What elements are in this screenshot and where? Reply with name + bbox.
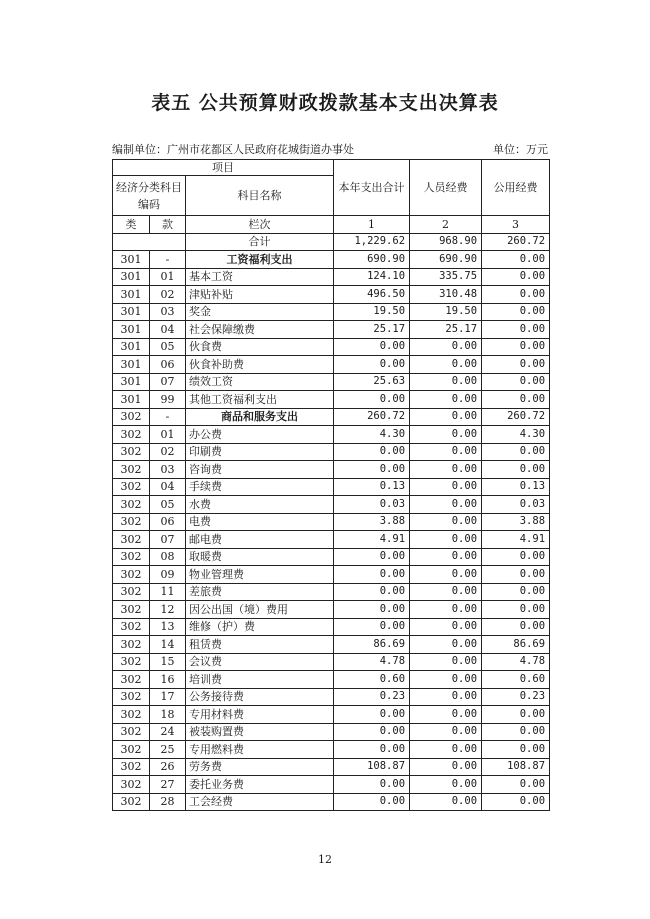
- lei-cell: 302: [113, 793, 150, 811]
- personnel-cell: 335.75: [410, 268, 482, 286]
- public-cell: 3.88: [482, 513, 550, 531]
- total-cell: 0.00: [334, 461, 410, 479]
- subject-name-cell: 差旅费: [186, 583, 334, 601]
- public-cell: 0.00: [482, 723, 550, 741]
- subject-name-cell: 基本工资: [186, 268, 334, 286]
- personnel-cell: 0.00: [410, 566, 482, 584]
- table-row: [113, 671, 550, 689]
- personnel-cell: 0.00: [410, 793, 482, 811]
- total-cell: 0.00: [334, 618, 410, 636]
- total-cell: 0.00: [334, 741, 410, 759]
- subject-name-cell: 印刷费: [186, 443, 334, 461]
- lei-cell: 301: [113, 391, 150, 409]
- table-row: [113, 776, 550, 794]
- subject-name-cell: 会议费: [186, 653, 334, 671]
- public-cell: 0.00: [482, 776, 550, 794]
- public-cell: 0.00: [482, 391, 550, 409]
- total-cell: 0.00: [334, 601, 410, 619]
- total-label: 合计: [186, 233, 334, 251]
- blank-cell: [113, 233, 186, 251]
- lei-cell: 302: [113, 408, 150, 426]
- public-cell: 0.00: [482, 251, 550, 269]
- personnel-cell: 0.00: [410, 741, 482, 759]
- lei-cell: 302: [113, 636, 150, 654]
- total-cell: 0.00: [334, 583, 410, 601]
- project-header: 项目: [113, 160, 334, 176]
- total-cell: 3.88: [334, 513, 410, 531]
- kuan-cell: 06: [150, 356, 186, 374]
- public-column-header: 公用经费: [482, 160, 550, 216]
- col-number: 2: [410, 216, 482, 234]
- table-row: [113, 286, 550, 304]
- total-cell: 124.10: [334, 268, 410, 286]
- lei-cell: 301: [113, 303, 150, 321]
- lei-cell: 302: [113, 531, 150, 549]
- personnel-column-header: 人员经费: [410, 160, 482, 216]
- total-cell: 0.60: [334, 671, 410, 689]
- personnel-cell: 19.50: [410, 303, 482, 321]
- lei-cell: 302: [113, 513, 150, 531]
- header-row: [113, 160, 550, 176]
- table-row: [113, 618, 550, 636]
- personnel-cell: 0.00: [410, 461, 482, 479]
- kuan-cell: 02: [150, 286, 186, 304]
- subject-name-cell: 劳务费: [186, 758, 334, 776]
- public-cell: 86.69: [482, 636, 550, 654]
- lanci-label: 栏次: [186, 216, 334, 234]
- table-row: [113, 443, 550, 461]
- total-cell: 108.87: [334, 758, 410, 776]
- kuan-cell: 05: [150, 338, 186, 356]
- public-cell: 0.03: [482, 496, 550, 514]
- document-title: 表五 公共预算财政拨款基本支出决算表: [151, 92, 499, 114]
- public-cell: 260.72: [482, 408, 550, 426]
- currency-unit: 单位：万元: [493, 143, 548, 156]
- total-cell: 0.00: [334, 793, 410, 811]
- lei-cell: 302: [113, 461, 150, 479]
- total-personnel: 968.90: [410, 233, 482, 251]
- kuan-cell: 04: [150, 478, 186, 496]
- lei-cell: 302: [113, 618, 150, 636]
- kuan-cell: 11: [150, 583, 186, 601]
- total-amount: 1,229.62: [334, 233, 410, 251]
- public-cell: 0.23: [482, 688, 550, 706]
- lei-cell: 301: [113, 251, 150, 269]
- lei-cell: 302: [113, 548, 150, 566]
- total-cell: 0.00: [334, 706, 410, 724]
- kuan-cell: 15: [150, 653, 186, 671]
- public-cell: 0.00: [482, 321, 550, 339]
- kuan-cell: 17: [150, 688, 186, 706]
- public-cell: 0.13: [482, 478, 550, 496]
- personnel-cell: 0.00: [410, 478, 482, 496]
- table-row: [113, 741, 550, 759]
- kuan-cell: 14: [150, 636, 186, 654]
- table-row: [113, 706, 550, 724]
- public-cell: 0.00: [482, 706, 550, 724]
- table-row: [113, 688, 550, 706]
- public-cell: 0.00: [482, 548, 550, 566]
- table-row: [113, 373, 550, 391]
- personnel-cell: 0.00: [410, 688, 482, 706]
- table-row: [113, 758, 550, 776]
- total-cell: 0.00: [334, 338, 410, 356]
- kuan-cell: 26: [150, 758, 186, 776]
- total-cell: 0.03: [334, 496, 410, 514]
- personnel-cell: 690.90: [410, 251, 482, 269]
- kuan-cell: 16: [150, 671, 186, 689]
- kuan-cell: 08: [150, 548, 186, 566]
- personnel-cell: 0.00: [410, 338, 482, 356]
- table-row: [113, 548, 550, 566]
- subject-name-cell: 取暖费: [186, 548, 334, 566]
- table-row: [113, 723, 550, 741]
- lei-cell: 301: [113, 321, 150, 339]
- table-row: [113, 653, 550, 671]
- personnel-cell: 0.00: [410, 706, 482, 724]
- table-row: [113, 338, 550, 356]
- subject-name-header: 科目名称: [186, 176, 334, 216]
- lei-cell: 302: [113, 723, 150, 741]
- subject-name-cell: 社会保障缴费: [186, 321, 334, 339]
- personnel-cell: 0.00: [410, 653, 482, 671]
- lei-cell: 301: [113, 268, 150, 286]
- public-cell: 0.00: [482, 601, 550, 619]
- table-row: [113, 496, 550, 514]
- total-cell: 4.30: [334, 426, 410, 444]
- personnel-cell: 0.00: [410, 408, 482, 426]
- public-cell: 0.00: [482, 618, 550, 636]
- table-row: [113, 478, 550, 496]
- personnel-cell: 0.00: [410, 548, 482, 566]
- kuan-cell: 01: [150, 426, 186, 444]
- total-cell: 0.13: [334, 478, 410, 496]
- personnel-cell: 25.17: [410, 321, 482, 339]
- total-cell: 496.50: [334, 286, 410, 304]
- kuan-cell: 06: [150, 513, 186, 531]
- kuan-cell: 09: [150, 566, 186, 584]
- expenditure-table: [112, 159, 550, 811]
- subject-name-cell: 物业管理费: [186, 566, 334, 584]
- subject-name-cell: 维修（护）费: [186, 618, 334, 636]
- personnel-cell: 0.00: [410, 723, 482, 741]
- kuan-cell: 01: [150, 268, 186, 286]
- kuan-cell: 02: [150, 443, 186, 461]
- personnel-cell: 0.00: [410, 758, 482, 776]
- table-row: [113, 513, 550, 531]
- personnel-cell: 0.00: [410, 391, 482, 409]
- table-row: [113, 566, 550, 584]
- lei-cell: 302: [113, 426, 150, 444]
- subject-name-cell: 津贴补贴: [186, 286, 334, 304]
- table-row: [113, 601, 550, 619]
- table-row: [113, 391, 550, 409]
- subject-name-cell: 专用材料费: [186, 706, 334, 724]
- subject-name-cell: 电费: [186, 513, 334, 531]
- subject-name-cell: 其他工资福利支出: [186, 391, 334, 409]
- subject-name-cell: 办公费: [186, 426, 334, 444]
- subject-name-cell: 委托业务费: [186, 776, 334, 794]
- lei-cell: 302: [113, 706, 150, 724]
- public-cell: 0.00: [482, 373, 550, 391]
- total-cell: 4.91: [334, 531, 410, 549]
- kuan-cell: 28: [150, 793, 186, 811]
- subject-name-cell: 专用燃料费: [186, 741, 334, 759]
- public-cell: 0.00: [482, 583, 550, 601]
- kuan-cell: 03: [150, 303, 186, 321]
- personnel-cell: 0.00: [410, 776, 482, 794]
- lei-header: 类: [113, 216, 150, 234]
- kuan-cell: 25: [150, 741, 186, 759]
- lei-cell: 301: [113, 338, 150, 356]
- public-cell: 0.00: [482, 443, 550, 461]
- unit-info: [112, 141, 548, 157]
- personnel-cell: 0.00: [410, 636, 482, 654]
- table-row: [113, 268, 550, 286]
- public-cell: 4.30: [482, 426, 550, 444]
- kuan-cell: 24: [150, 723, 186, 741]
- kuan-cell: -: [150, 408, 186, 426]
- total-cell: 25.63: [334, 373, 410, 391]
- total-cell: 0.00: [334, 443, 410, 461]
- lei-cell: 302: [113, 496, 150, 514]
- total-cell: 260.72: [334, 408, 410, 426]
- personnel-cell: 0.00: [410, 373, 482, 391]
- personnel-cell: 0.00: [410, 496, 482, 514]
- total-cell: 4.78: [334, 653, 410, 671]
- personnel-cell: 0.00: [410, 583, 482, 601]
- lei-cell: 302: [113, 653, 150, 671]
- kuan-cell: 99: [150, 391, 186, 409]
- table-row: [113, 793, 550, 811]
- table-row: [113, 251, 550, 269]
- total-cell: 0.00: [334, 391, 410, 409]
- total-cell: 25.17: [334, 321, 410, 339]
- public-cell: 4.91: [482, 531, 550, 549]
- subject-name-cell: 租赁费: [186, 636, 334, 654]
- subject-name-cell: 水费: [186, 496, 334, 514]
- personnel-cell: 0.00: [410, 513, 482, 531]
- subject-name-cell: 因公出国（境）费用: [186, 601, 334, 619]
- public-cell: 0.00: [482, 566, 550, 584]
- personnel-cell: 0.00: [410, 671, 482, 689]
- subject-name-cell: 公务接待费: [186, 688, 334, 706]
- lei-cell: 302: [113, 478, 150, 496]
- col-number: 3: [482, 216, 550, 234]
- kuan-cell: -: [150, 251, 186, 269]
- subject-name-cell: 奖金: [186, 303, 334, 321]
- public-cell: 0.00: [482, 356, 550, 374]
- kuan-header: 款: [150, 216, 186, 234]
- total-row: [113, 233, 550, 251]
- table-row: [113, 303, 550, 321]
- lei-cell: 302: [113, 758, 150, 776]
- total-cell: 0.00: [334, 356, 410, 374]
- kuan-cell: 13: [150, 618, 186, 636]
- public-cell: 0.00: [482, 793, 550, 811]
- lei-cell: 301: [113, 356, 150, 374]
- lei-cell: 302: [113, 566, 150, 584]
- kuan-cell: 27: [150, 776, 186, 794]
- personnel-cell: 0.00: [410, 426, 482, 444]
- lei-cell: 302: [113, 601, 150, 619]
- econ-code-header: 经济分类科目编码: [113, 176, 186, 216]
- kuan-cell: 12: [150, 601, 186, 619]
- subject-name-cell: 被装购置费: [186, 723, 334, 741]
- subject-name-cell: 伙食补助费: [186, 356, 334, 374]
- total-column-header: 本年支出合计: [334, 160, 410, 216]
- compiling-unit: 编制单位：广州市花都区人民政府花城街道办事处: [112, 143, 354, 156]
- table-row: [113, 321, 550, 339]
- kuan-cell: 04: [150, 321, 186, 339]
- subject-name-cell: 手续费: [186, 478, 334, 496]
- total-cell: 0.00: [334, 776, 410, 794]
- lei-cell: 302: [113, 776, 150, 794]
- total-cell: 19.50: [334, 303, 410, 321]
- subject-name-cell: 工资福利支出: [186, 251, 334, 269]
- personnel-cell: 0.00: [410, 443, 482, 461]
- kuan-cell: 07: [150, 373, 186, 391]
- public-cell: 108.87: [482, 758, 550, 776]
- total-public: 260.72: [482, 233, 550, 251]
- lei-cell: 302: [113, 671, 150, 689]
- lei-cell: 301: [113, 286, 150, 304]
- table-row: [113, 356, 550, 374]
- kuan-cell: 03: [150, 461, 186, 479]
- col-number: 1: [334, 216, 410, 234]
- public-cell: 0.00: [482, 286, 550, 304]
- subject-name-cell: 商品和服务支出: [186, 408, 334, 426]
- total-cell: 0.23: [334, 688, 410, 706]
- subject-name-cell: 咨询费: [186, 461, 334, 479]
- table-row: [113, 636, 550, 654]
- subject-name-cell: 邮电费: [186, 531, 334, 549]
- subject-name-cell: 工会经费: [186, 793, 334, 811]
- table-row: [113, 426, 550, 444]
- table-row: [113, 531, 550, 549]
- public-cell: 0.00: [482, 338, 550, 356]
- public-cell: 0.00: [482, 303, 550, 321]
- public-cell: 0.60: [482, 671, 550, 689]
- public-cell: 4.78: [482, 653, 550, 671]
- page-number: 12: [318, 853, 332, 866]
- lei-cell: 302: [113, 443, 150, 461]
- total-cell: 690.90: [334, 251, 410, 269]
- total-cell: 0.00: [334, 566, 410, 584]
- subject-name-cell: 伙食费: [186, 338, 334, 356]
- kuan-cell: 07: [150, 531, 186, 549]
- lei-cell: 301: [113, 373, 150, 391]
- public-cell: 0.00: [482, 741, 550, 759]
- subject-name-cell: 绩效工资: [186, 373, 334, 391]
- personnel-cell: 0.00: [410, 531, 482, 549]
- personnel-cell: 0.00: [410, 618, 482, 636]
- table-row: [113, 461, 550, 479]
- table-row: [113, 408, 550, 426]
- table-row: [113, 583, 550, 601]
- personnel-cell: 310.48: [410, 286, 482, 304]
- lei-cell: 302: [113, 583, 150, 601]
- lei-cell: 302: [113, 741, 150, 759]
- personnel-cell: 0.00: [410, 601, 482, 619]
- lei-cell: 302: [113, 688, 150, 706]
- total-cell: 0.00: [334, 548, 410, 566]
- total-cell: 0.00: [334, 723, 410, 741]
- total-cell: 86.69: [334, 636, 410, 654]
- kuan-cell: 18: [150, 706, 186, 724]
- public-cell: 0.00: [482, 461, 550, 479]
- kuan-cell: 05: [150, 496, 186, 514]
- public-cell: 0.00: [482, 268, 550, 286]
- personnel-cell: 0.00: [410, 356, 482, 374]
- subject-name-cell: 培训费: [186, 671, 334, 689]
